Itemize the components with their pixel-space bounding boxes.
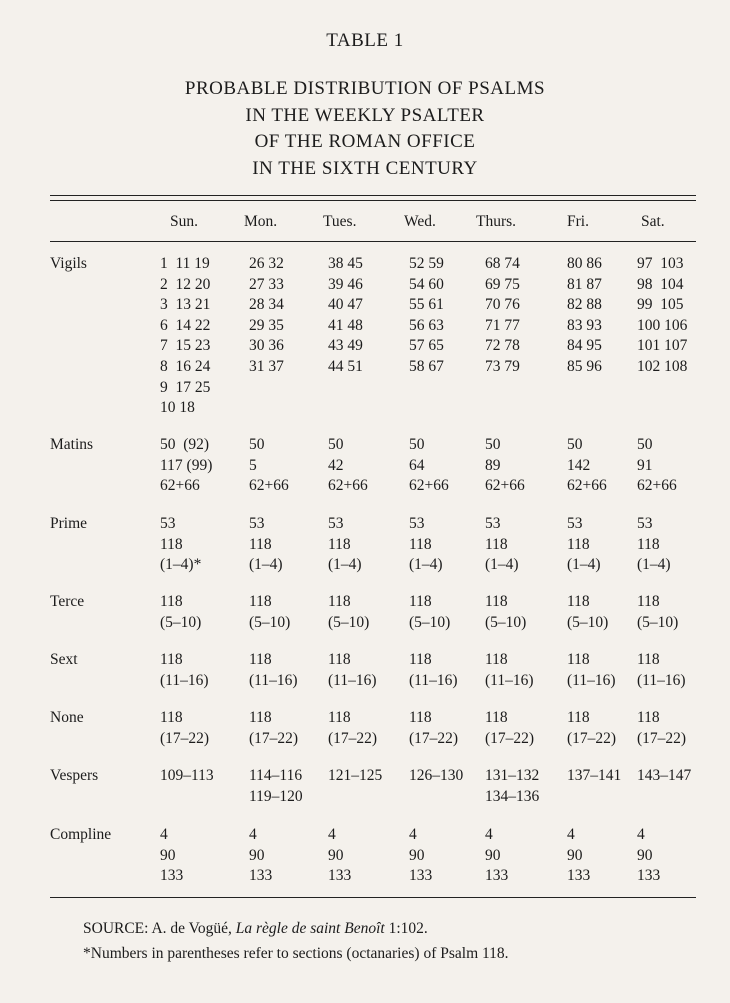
cell-line: 90 [249,846,265,864]
cell-line: 142 [567,456,591,474]
table-cell [409,825,432,887]
cell-line: 90 [409,846,425,864]
table-cell [249,514,283,576]
cell-line: 118 [328,709,351,726]
cell-line: 101 107 [637,337,688,355]
cell-line: 118 [637,535,660,553]
table-cell [637,435,677,497]
cell-line: 118 [249,709,272,726]
table-cell [328,254,363,378]
top-rule-1 [50,195,696,196]
heading-line: OF THE ROMAN OFFICE [254,131,476,152]
cell-line: 118 [249,593,272,610]
table-cell [328,592,369,633]
cell-line: 42 [328,456,344,474]
table-cell [409,592,450,633]
cell-line: 133 [249,867,273,885]
table-heading [0,76,730,182]
cell-line: 50 [249,436,265,453]
table-cell [249,825,272,887]
cell-line: 4 [249,826,257,843]
cell-line: 62+66 [567,477,607,495]
cell-line: (5–10) [409,613,451,631]
cell-line: 133 [409,867,433,885]
cell-line: 118 [485,709,508,726]
cell-line: 118 [328,593,351,610]
row-label: Prime [50,515,88,532]
cell-line: 118 [160,651,183,668]
table-cell [409,708,458,749]
cell-line: (11–16) [637,671,686,689]
cell-line: 10 18 [160,399,195,417]
cell-line: 38 45 [328,255,363,272]
cell-line: 131–132 [485,767,540,784]
cell-line: 98 104 [637,275,684,293]
cell-line: (17–22) [637,729,687,747]
table-cell [567,592,608,633]
cell-line: (17–22) [328,729,378,747]
cell-line: 84 95 [567,337,602,355]
cell-line: 28 34 [249,296,284,314]
cell-line: 118 [637,651,660,668]
cell-line: 4 [409,826,417,843]
table-cell [328,766,382,787]
cell-line: 52 59 [409,255,444,272]
cell-line: 133 [160,867,184,885]
cell-line: 133 [567,867,591,885]
bottom-rule [50,897,696,898]
cell-line: 62+66 [409,477,449,495]
cell-line: (5–10) [160,613,202,631]
cell-line: 53 [409,515,425,532]
table-cell [485,766,539,807]
top-rule-2 [50,200,696,201]
table-cell [567,825,590,887]
cell-line: 4 [567,826,575,843]
cell-line: 91 [637,456,653,474]
cell-line: 53 [249,515,265,532]
source-note [83,920,428,938]
cell-line: (11–16) [249,671,298,689]
cell-line: (11–16) [409,671,458,689]
table-cell [637,592,678,633]
cell-line: 119–120 [249,787,303,805]
cell-line: 118 [409,709,432,726]
cell-line: 118 [409,651,432,668]
cell-line: 4 [485,826,493,843]
table-cell [328,650,377,691]
table-cell [160,708,209,749]
table-cell [637,766,691,787]
cell-line: 39 46 [328,275,363,293]
table-cell [249,592,290,633]
table-cell [637,514,671,576]
cell-line: (17–22) [485,729,535,747]
table-cell [249,708,298,749]
cell-line: 4 [328,826,336,843]
cell-line: 44 51 [328,357,363,375]
cell-line: 118 [409,593,432,610]
cell-line: 50 [637,436,653,453]
table-cell [567,708,616,749]
row-label: Sext [50,651,78,668]
table-cell [485,825,508,887]
cell-line: 109–113 [160,767,214,784]
table-cell [409,514,443,576]
cell-line: 8 16 24 [160,357,211,375]
cell-line: 50 (92) [160,436,210,453]
cell-line: 26 32 [249,255,284,272]
cell-line: 41 48 [328,316,363,334]
table-cell [328,435,368,497]
cell-line: 134–136 [485,787,540,805]
cell-line: 53 [567,515,583,532]
cell-line: (1–4) [485,556,519,574]
cell-line: 53 [328,515,344,532]
day-header-fri: Fri. [567,213,589,230]
cell-line: (11–16) [160,671,209,689]
cell-line: 133 [637,867,661,885]
table-cell [249,254,284,378]
cell-line: 50 [567,436,583,453]
cell-line: 90 [567,846,583,864]
table-cell [409,254,444,378]
table-cell [160,254,210,419]
cell-line: (17–22) [567,729,617,747]
cell-line: 118 [637,709,660,726]
cell-line: (17–22) [409,729,459,747]
cell-line: 137–141 [567,767,622,784]
cell-line: 121–125 [328,767,383,784]
cell-line: 133 [485,867,509,885]
day-header-wed: Wed. [404,213,436,230]
cell-line: 55 61 [409,296,444,314]
cell-line: 102 108 [637,357,688,375]
cell-line: 53 [160,515,176,532]
table-cell [567,254,602,378]
cell-line: 73 79 [485,357,520,375]
cell-line: 118 [160,709,183,726]
cell-line: 29 35 [249,316,284,334]
day-header-tues: Tues. [323,213,357,230]
table-label: TABLE 1 [326,30,404,51]
cell-line: 118 [328,535,351,553]
row-label: Terce [50,593,85,610]
cell-line: 30 36 [249,337,284,355]
table-cell [328,825,351,887]
day-header-thurs: Thurs. [476,213,517,230]
cell-line: 68 74 [485,255,520,272]
table-cell [485,592,526,633]
cell-line: 54 60 [409,275,444,293]
table-cell [160,435,212,497]
cell-line: 53 [637,515,653,532]
cell-line: 2 12 20 [160,275,211,293]
cell-line: (17–22) [160,729,210,747]
table-cell [637,708,686,749]
table-cell [485,650,534,691]
heading-line: IN THE WEEKLY PSALTER [245,104,485,126]
table-cell [328,514,362,576]
row-label: Vespers [50,767,99,784]
cell-line: 62+66 [160,477,200,495]
cell-line: 118 [567,535,590,553]
heading-line: PROBABLE DISTRIBUTION OF PSALMS [184,78,546,99]
cell-line: 118 [249,651,272,668]
cell-line: 118 [485,535,508,553]
table-cell [567,435,607,497]
cell-line: 118 [485,651,508,668]
table-cell [637,825,660,887]
cell-line: 4 [160,826,168,843]
cell-line: 83 93 [567,316,602,334]
cell-line: 118 [328,651,351,668]
table-cell [567,766,621,787]
cell-line: 7 15 23 [160,337,211,355]
cell-line: (5–10) [249,613,291,631]
cell-line: (1–4) [328,556,362,574]
table-cell [160,766,214,787]
cell-line: 133 [328,867,352,885]
cell-line: 81 87 [567,275,602,293]
cell-line: 118 [567,709,590,726]
cell-line: 118 [160,535,183,553]
table-cell [160,514,201,576]
day-header-mon: Mon. [244,213,278,230]
cell-line: 50 [328,436,344,453]
cell-line: (11–16) [485,671,534,689]
cell-line: 85 96 [567,357,602,375]
cell-line: 90 [160,846,176,864]
cell-line: (1–4) [567,556,601,574]
table-cell [637,650,686,691]
cell-line: 99 105 [637,296,684,314]
cell-line: 62+66 [249,477,289,495]
cell-line: 4 [637,826,645,843]
cell-line: 50 [409,436,425,453]
cell-line: 97 103 [637,255,684,272]
table-cell [485,708,534,749]
cell-line: 5 [249,456,257,474]
cell-line: 40 47 [328,296,363,314]
cell-line: 53 [485,515,501,532]
cell-line: 89 [485,456,501,474]
source-suffix: 1:102. [384,920,428,937]
cell-line: 6 14 22 [160,316,211,334]
cell-line: 114–116 [249,767,303,784]
cell-line: 118 [160,593,183,610]
cell-line: (5–10) [567,613,609,631]
source-title: La règle de saint Benoît [235,920,385,937]
cell-line: 117 (99) [160,456,213,474]
cell-line: 62+66 [328,477,368,495]
cell-line: (5–10) [328,613,370,631]
cell-line: (5–10) [637,613,679,631]
cell-line: (1–4) [637,556,671,574]
source-prefix: SOURCE: A. de Vogüé, [83,920,236,937]
cell-line: 80 86 [567,255,602,272]
cell-line: 9 17 25 [160,378,211,396]
cell-line: 62+66 [485,477,525,495]
cell-line: 143–147 [637,767,692,784]
cell-line: 57 65 [409,337,444,355]
footnote: *Numbers in parentheses refer to sections (octanaries) of Psalm 118. [83,945,509,962]
table-cell [249,766,303,807]
day-header-sat: Sat. [641,213,665,230]
cell-line: 118 [409,535,432,553]
cell-line: (1–4) [409,556,443,574]
cell-line: 90 [637,846,653,864]
cell-line: 62+66 [637,477,677,495]
cell-line: 118 [485,593,508,610]
day-header-sun: Sun. [170,213,198,230]
cell-line: 71 77 [485,316,520,334]
cell-line: 126–130 [409,767,464,784]
cell-line: 70 76 [485,296,520,314]
cell-line: 90 [485,846,501,864]
cell-line: (1–4)* [160,556,202,574]
cell-line: (5–10) [485,613,527,631]
cell-line: 69 75 [485,275,520,293]
cell-line: 27 33 [249,275,284,293]
cell-line: 82 88 [567,296,602,314]
cell-line: 64 [409,456,425,474]
table-cell [485,514,519,576]
row-label: Matins [50,436,94,453]
table-cell [160,825,183,887]
table-cell [567,514,601,576]
cell-line: 50 [485,436,501,453]
table-cell [485,435,525,497]
cell-line: 118 [567,651,590,668]
table-cell [160,592,201,633]
table-cell [567,650,616,691]
table-cell [328,708,377,749]
cell-line: 1 11 19 [160,255,210,272]
cell-line: 118 [567,593,590,610]
header-rule [50,241,696,242]
row-label: Compline [50,826,112,843]
cell-line: (17–22) [249,729,299,747]
table-cell [409,650,458,691]
table-cell [409,435,449,497]
table-cell [249,650,298,691]
cell-line: (11–16) [567,671,616,689]
cell-line: 3 13 21 [160,296,211,314]
cell-line: 90 [328,846,344,864]
table-cell [485,254,520,378]
table-cell [160,650,209,691]
cell-line: 31 37 [249,357,284,375]
cell-line: 100 106 [637,316,688,334]
row-label: None [50,709,84,726]
cell-line: 58 67 [409,357,444,375]
heading-line: IN THE SIXTH CENTURY [252,157,478,179]
table-cell [249,435,289,497]
cell-line: (1–4) [249,556,283,574]
cell-line: 72 78 [485,337,520,355]
cell-line: 118 [249,535,272,553]
table-cell [409,766,463,787]
table-cell [637,254,687,378]
cell-line: (11–16) [328,671,377,689]
cell-line: 118 [637,593,660,610]
cell-line: 43 49 [328,337,363,355]
cell-line: 56 63 [409,316,444,334]
row-label: Vigils [50,255,87,272]
